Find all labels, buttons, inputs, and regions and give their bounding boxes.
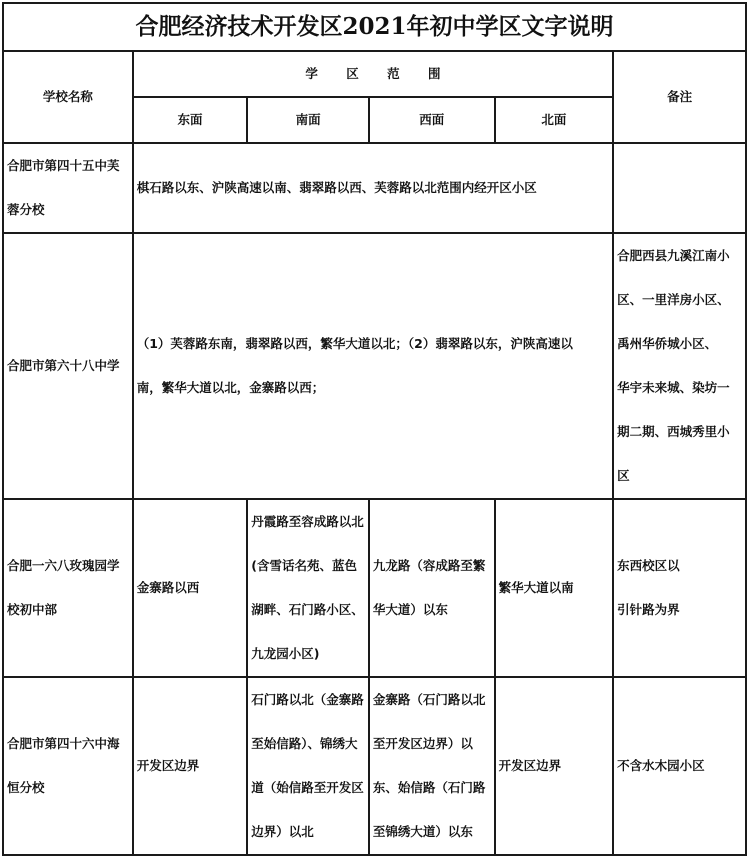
school-name-line: 合肥市第六十八中学	[7, 358, 120, 373]
header-remarks: 备注	[613, 51, 746, 143]
remark-cell	[613, 143, 746, 233]
remark-line: 区	[617, 468, 630, 483]
school-name-cell	[3, 677, 133, 855]
west-boundary-cell	[369, 677, 495, 855]
remark-cell	[613, 233, 746, 499]
header-district-range: 学 区 范 围	[133, 51, 613, 97]
boundary-line: 繁华大道以南	[498, 580, 574, 595]
south-boundary-cell	[247, 677, 369, 855]
school-name-line: 校初中部	[7, 602, 58, 617]
district-range-cell: 棋石路以东、沪陕高速以南、翡翠路以西、芙蓉路以北范围内经开区小区	[133, 143, 613, 233]
header-school-name: 学校名称	[3, 51, 133, 143]
table-row	[3, 499, 746, 677]
table-row	[3, 677, 746, 855]
school-name-line: 合肥市第四十五中芙	[7, 158, 120, 173]
remark-line: 不含水木园小区	[617, 758, 705, 773]
school-name-line: 蓉分校	[7, 202, 45, 217]
north-boundary-cell	[495, 677, 614, 855]
boundary-line: 石门路以北（金寨路	[251, 692, 364, 707]
header-south: 南面	[247, 97, 369, 143]
remark-cell	[613, 677, 746, 855]
boundary-line: 至开发区边界）以	[372, 736, 473, 751]
remark-line: 东西校区以	[617, 558, 680, 573]
school-district-table	[2, 2, 747, 856]
north-boundary-cell	[495, 499, 614, 677]
boundary-line: 金寨路（石门路以北	[372, 692, 486, 707]
school-name-cell	[3, 143, 133, 233]
header-east: 东面	[133, 97, 248, 143]
school-name-line: 合肥市第四十六中海	[7, 736, 120, 751]
school-name-line: 合肥一六八玫瑰园学	[7, 558, 120, 573]
school-name-line: 恒分校	[7, 780, 45, 795]
boundary-line: 至始信路）、锦绣大	[251, 736, 358, 751]
remark-cell	[613, 499, 746, 677]
page-title: 合肥经济技术开发区2021年初中学区文字说明	[3, 3, 746, 51]
east-boundary-cell	[133, 677, 248, 855]
boundary-line: (含雪话名苑、蓝色	[251, 558, 357, 573]
boundary-line: 华大道）以东	[372, 602, 448, 617]
range-line: （1）芙蓉路东南，翡翠路以西，繁华大道以北；（2）翡翠路以东，沪陕高速以	[136, 336, 573, 351]
boundary-line: 道（始信路至开发区	[251, 780, 364, 795]
header-west: 西面	[369, 97, 495, 143]
remark-line: 期二期、西城秀里小	[617, 424, 730, 439]
boundary-line: 九龙路（容成路至繁	[372, 558, 486, 573]
remark-line: 引针路为界	[617, 602, 680, 617]
boundary-line: 丹霞路至容成路以北	[251, 514, 364, 529]
boundary-line: 开发区边界	[498, 758, 562, 773]
school-name-cell	[3, 499, 133, 677]
east-boundary-cell	[133, 499, 248, 677]
school-district-table-document	[2, 2, 747, 856]
table-row	[3, 143, 746, 233]
boundary-line: 湖畔、石门路小区、	[251, 602, 364, 617]
remark-line: 区、一里洋房小区、	[617, 292, 730, 307]
header-north: 北面	[495, 97, 614, 143]
remark-line: 合肥西县九溪江南小	[617, 248, 730, 263]
boundary-line: 金寨路以西	[136, 580, 200, 595]
boundary-line: 九龙园小区)	[251, 646, 320, 661]
boundary-line: 至锦绣大道）以东	[372, 824, 473, 839]
south-boundary-cell	[247, 499, 369, 677]
school-name-cell	[3, 233, 133, 499]
boundary-line: 边界）以北	[251, 824, 314, 839]
boundary-line: 东、始信路（石门路	[372, 780, 486, 795]
table-row	[3, 233, 746, 499]
remark-line: 华宇未来城、染坊一	[617, 380, 730, 395]
district-range-cell	[133, 233, 613, 499]
remark-line: 禹州华侨城小区、	[617, 336, 718, 351]
range-line: 南，繁华大道以北，金寨路以西；	[136, 380, 325, 395]
boundary-line: 开发区边界	[136, 758, 200, 773]
west-boundary-cell	[369, 499, 495, 677]
